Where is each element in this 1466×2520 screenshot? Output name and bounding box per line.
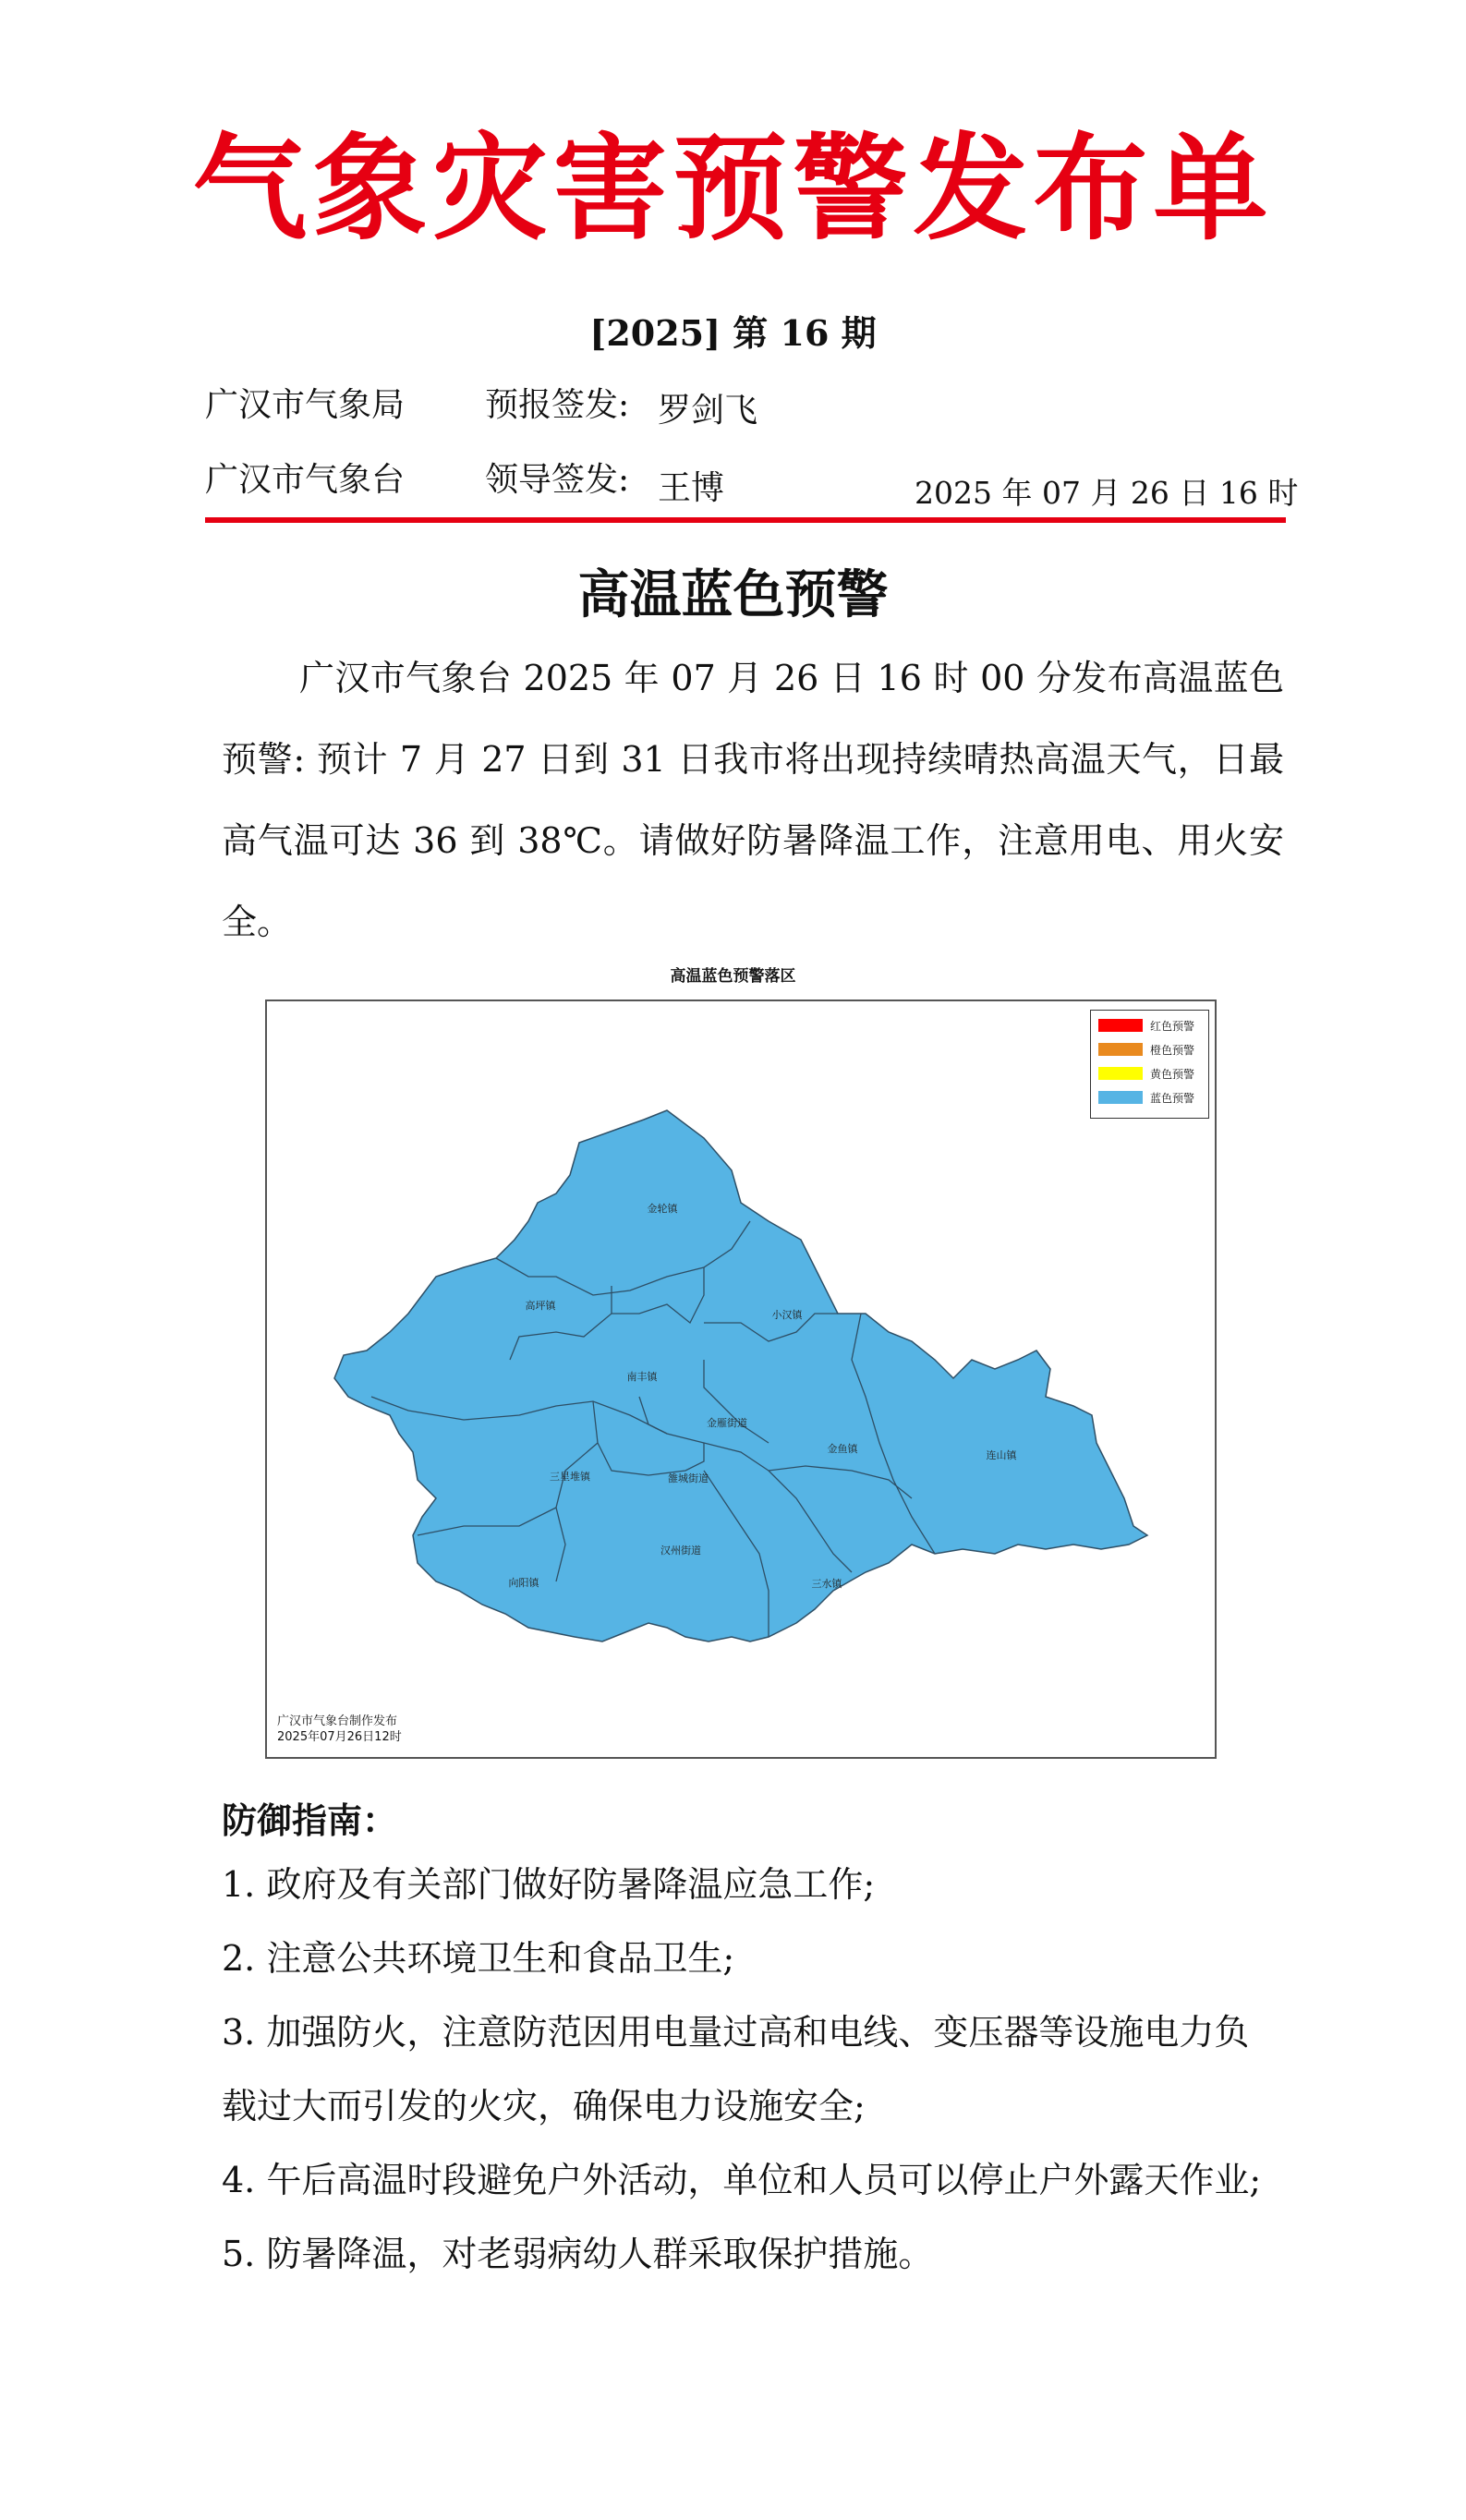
orange-swatch-icon [1098,1043,1143,1056]
leader-sign-label: 领导签发: [485,461,630,499]
region-label: 向阳镇 [508,1577,539,1589]
guide-item: 5. 防暑降温，对老弱病幼人群采取保护措施。 [222,2234,934,2274]
issuing-station: 广汉市气象台 [205,461,406,499]
warning-body: 广汉市气象台 2025 年 07 月 26 日 16 时 00 分发布高温蓝色预警: 预计 7 月 27 日到 31 日我市将出现持续晴热高温天气，日最高气温可达 36 到 38℃。请做好防暑降温工作，注意用电、用火安全。 [222,658,1284,942]
map-svg [267,1001,1215,1757]
guide-item: 3. 加强防火，注意防范因用电量过高和电线、变压器等设施电力负载过大而引发的火灾，确保电力设施安全; [222,2012,1250,2126]
guide-heading: 防御指南： [222,1799,398,1841]
issue-number: [2025] 第 16 期 [589,312,877,354]
header-divider [205,517,1286,523]
forecast-sign-label: 预报签发: [485,386,630,424]
leader-signer: 王博 [658,469,725,507]
yellow-swatch-icon [1098,1067,1143,1080]
blue-swatch-icon [1098,1091,1143,1104]
region-label: 连山镇 [986,1449,1017,1461]
map-legend [1090,1010,1209,1119]
red-swatch-icon [1098,1019,1143,1032]
legend-item-blue [1098,1088,1194,1107]
guide-item: 1. 政府及有关部门做好防暑降温应急工作; [222,1864,876,1905]
map-credit [277,1714,402,1745]
region-label: 金轮镇 [647,1203,678,1215]
legend-label: 蓝色预警 [1150,1091,1195,1105]
region-label: 金鱼镇 [827,1443,858,1455]
legend-item-orange [1098,1040,1194,1059]
issue-datetime: 2025 年 07 月 26 日 16 时 [915,475,1299,511]
legend-label: 橙色预警 [1150,1043,1195,1057]
region-label: 汉州街道 [660,1545,701,1557]
region-label: 金雁街道 [707,1417,747,1429]
legend-label: 黄色预警 [1150,1067,1195,1081]
legend-item-yellow [1098,1064,1194,1083]
forecast-signer: 罗剑飞 [658,392,758,430]
issuing-bureau: 广汉市气象局 [205,386,406,424]
guide-list [222,1848,1284,2291]
county-area [334,1110,1147,1642]
guide-item: 2. 注意公共环境卫生和食品卫生; [222,1938,735,1979]
region-label: 高坪镇 [525,1300,556,1312]
region-label: 三水镇 [811,1578,842,1590]
guide-item: 4. 午后高温时段避免户外活动，单位和人员可以停止户外露天作业; [222,2160,1262,2200]
map-caption: 高温蓝色预警落区 [670,967,796,986]
map-credit-line1: 广汉市气象台制作发布 [277,1714,398,1728]
legend-label: 红色预警 [1150,1019,1195,1033]
region-label: 南丰镇 [626,1371,658,1383]
region-label: 雒城街道 [668,1472,709,1484]
document-title: 气象灾害预警发布单 [192,122,1274,256]
warning-title: 高温蓝色预警 [577,564,889,625]
map-credit-line2: 2025年07月26日12时 [277,1730,402,1744]
region-label: 三星堆镇 [550,1471,590,1483]
legend-item-red [1098,1016,1194,1035]
region-label: 小汉镇 [771,1309,803,1321]
warning-map [265,1000,1217,1759]
